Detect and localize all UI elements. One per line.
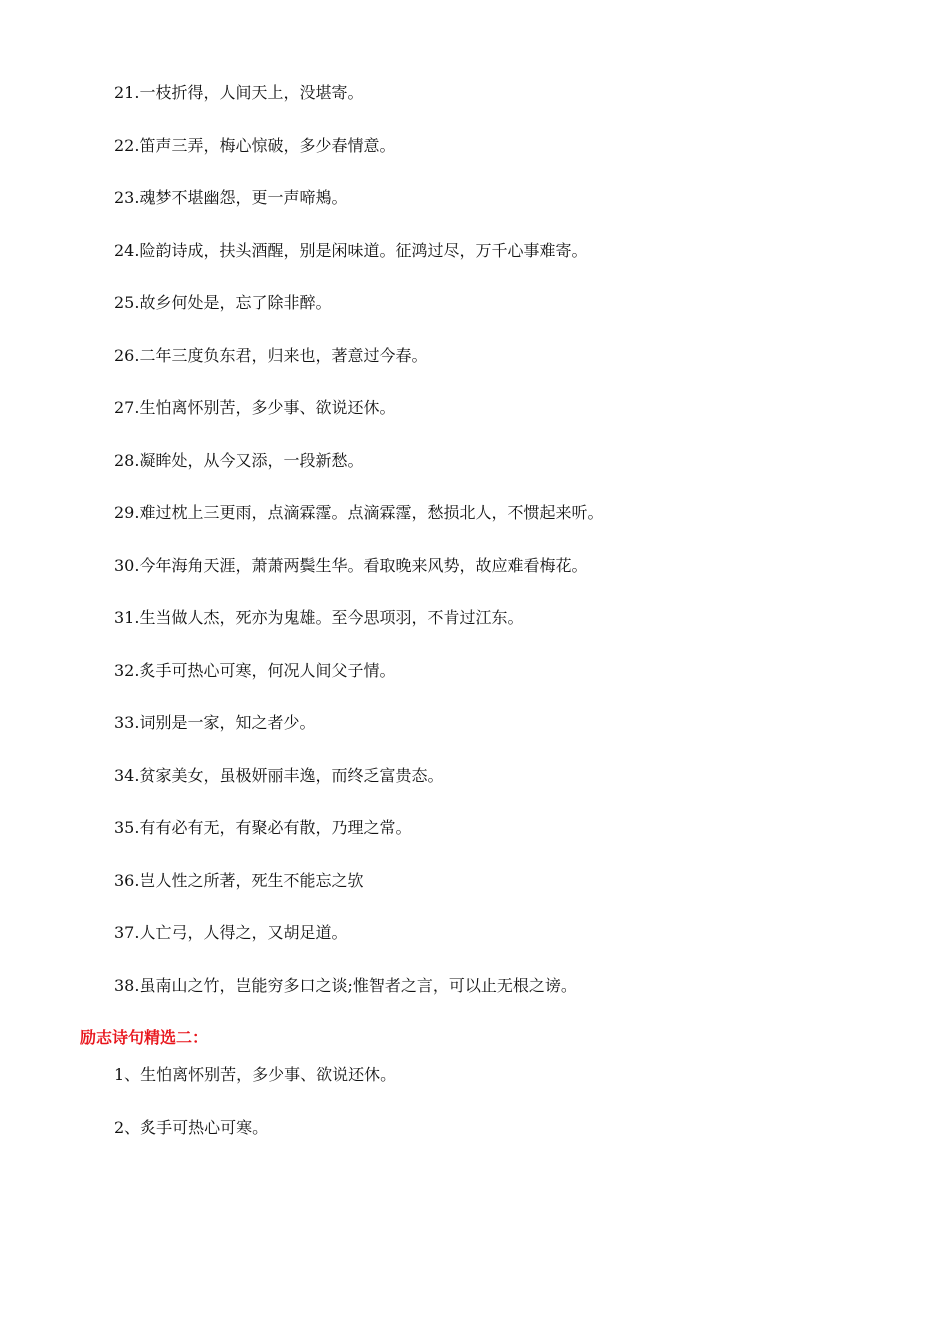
list-item: 34.贫家美女，虽极妍丽丰逸，而终乏富贵态。 [114, 765, 444, 785]
list-item: 25.故乡何处是，忘了除非醉。 [114, 293, 332, 312]
list-item: 24.险韵诗成，扶头酒醒，别是闲味道。征鸿过尽，万千心事难寄。 [114, 240, 588, 260]
list-item: 31.生当做人杰，死亦为鬼雄。至今思项羽，不肯过江东。 [114, 608, 524, 627]
list-item: 28.凝眸处，从今又添，一段新愁。 [114, 450, 364, 470]
list-item: 26.二年三度负东君，归来也，著意过今春。 [114, 345, 428, 365]
list-item: 21.一枝折得，人间天上，没堪寄。 [114, 83, 364, 102]
list-item: 32.炙手可热心可寒，何况人间父子情。 [114, 660, 396, 680]
list-item: 22.笛声三弄，梅心惊破，多少春情意。 [114, 135, 396, 155]
list-item: 33.词别是一家，知之者少。 [114, 713, 316, 732]
list-item: 38.虽南山之竹，岂能穷多口之谈;惟智者之言，可以止无根之谤。 [114, 975, 577, 995]
list-item: 1、生怕离怀别苦，多少事、欲说还休。 [114, 1065, 397, 1084]
list-item: 23.魂梦不堪幽怨，更一声啼鴂。 [114, 188, 348, 207]
quote-list-2 [114, 1062, 914, 1167]
list-item: 2、炙手可热心可寒。 [114, 1117, 269, 1137]
list-item: 37.人亡弓，人得之，又胡足道。 [114, 923, 348, 942]
list-item: 36.岂人性之所著，死生不能忘之欤 [114, 870, 364, 890]
list-item: 35.有有必有无，有聚必有散，乃理之常。 [114, 818, 412, 837]
section-heading: 励志诗句精选二： [80, 1028, 209, 1047]
list-item: 27.生怕离怀别苦，多少事、欲说还休。 [114, 398, 396, 417]
list-item: 30.今年海角天涯，萧萧两鬓生华。看取晚来风势，故应难看梅花。 [114, 555, 588, 575]
quote-list [114, 80, 914, 1025]
list-item: 29.难过枕上三更雨，点滴霖霪。点滴霖霪，愁损北人，不惯起来听。 [114, 503, 604, 522]
